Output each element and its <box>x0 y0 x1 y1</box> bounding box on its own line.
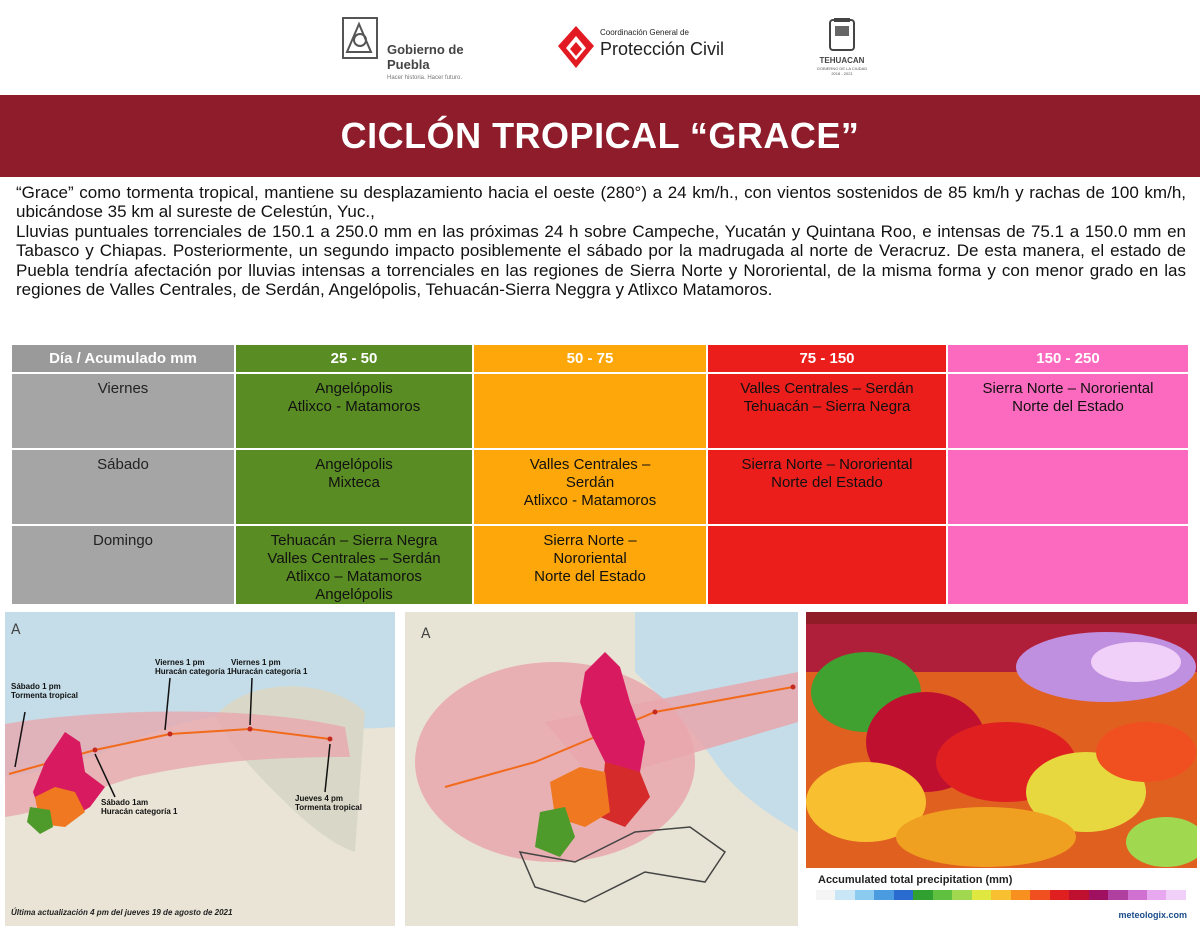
intro-paragraph-1: “Grace” como tormenta tropical, mantiene su desplazamiento hacia el oeste (280°) a 24 km/h., con vientos sostenidos de 85 km/h y rachas de 100 km/h, ubicándose 35 km al sureste de Celestún, Yuc., <box>16 183 1186 222</box>
tehuacan-subtitle: GOBIERNO DE LA CIUDAD 2018 - 2021 <box>816 66 868 76</box>
legend-swatch <box>835 890 854 900</box>
legend-swatch <box>1011 890 1030 900</box>
region-line: Valles Centrales – <box>529 456 651 473</box>
region-line: Norte del Estado <box>1012 398 1124 415</box>
intro-text <box>16 183 1186 299</box>
day-cell: Domingo <box>11 525 235 605</box>
header-150-250: 150 - 250 <box>947 344 1189 373</box>
puebla-emblem-icon <box>337 12 383 64</box>
table-header-row <box>11 344 1189 373</box>
region-line: Angelópolis <box>315 380 393 397</box>
legend-swatch <box>1089 890 1108 900</box>
region-cell <box>707 525 947 605</box>
pc-title: Protección Civil <box>600 39 725 59</box>
region-line: Serdán <box>565 474 615 491</box>
region-line: Atlixco - Matamoros <box>523 492 657 509</box>
region-cell <box>947 525 1189 605</box>
region-line: Norte del Estado <box>534 568 646 585</box>
label-jueves-4pm: Jueves 4 pm Tormenta tropical <box>295 794 362 812</box>
legend-swatch <box>874 890 893 900</box>
tehuacan-name: TEHUACAN <box>819 56 865 65</box>
intro-paragraph-2: Lluvias puntuales torrenciales de 150.1 a 250.0 mm en las próximas 24 h sobre Campeche, Yucatán y Quintana Roo, e intensas de 75.1 a 150.0 mm en Tabasco y Chiapas. Posteriormente, un segundo impacto posiblemente el sábado por la madrugada al norte de Veracruz. De esta manera, el estado de Puebla tendría afectación por lluvias intensas a torrenciales en las regiones de Sierra Norte y Nororiental, de la misma forma y con menor grado en las regiones de Valles Centrales, de Serdán, Angelópolis, Tehuacán-Sierra Neggra y Atlixco Matamoros. <box>16 221 1186 300</box>
header-25-50: 25 - 50 <box>235 344 473 373</box>
legend-swatch <box>913 890 932 900</box>
table-row <box>11 449 1189 525</box>
label-viernes-1pm-a: Viernes 1 pm Huracán categoría 1 <box>155 658 232 676</box>
region-line: Norte del Estado <box>771 474 883 491</box>
legend-swatch <box>952 890 971 900</box>
update-note: Última actualización 4 pm del jueves 19 de agosto de 2021 <box>11 908 233 917</box>
region-cell <box>235 449 473 525</box>
region-line: Nororiental <box>553 550 627 567</box>
legend-swatch <box>991 890 1010 900</box>
table-row <box>11 373 1189 449</box>
puebla-map-graphic <box>405 612 798 926</box>
puebla-name: Gobierno de Puebla <box>387 42 464 72</box>
region-cell <box>235 525 473 605</box>
precipitation-map-graphic <box>806 612 1197 868</box>
region-line: Sierra Norte – Nororiental <box>741 456 913 473</box>
precipitation-map <box>806 612 1197 926</box>
region-line: Sierra Norte – Nororiental <box>982 380 1154 397</box>
region-line: Angelópolis <box>315 586 393 603</box>
legend-swatch <box>894 890 913 900</box>
header-75-150: 75 - 150 <box>707 344 947 373</box>
legend-swatch <box>1050 890 1069 900</box>
rainfall-table <box>10 343 1190 606</box>
region-cell <box>707 373 947 449</box>
legend-color-bar <box>816 890 1186 900</box>
svg-text:A: A <box>421 626 431 642</box>
region-line: Mixteca <box>328 474 380 491</box>
puebla-map <box>405 612 798 926</box>
region-cell <box>473 525 707 605</box>
tehuacan-logo <box>812 16 872 86</box>
label-sabado-1am: Sábado 1am Huracán categoría 1 <box>101 798 178 816</box>
trajectory-map <box>5 612 395 926</box>
legend-title: Accumulated total precipitation (mm) <box>818 874 1013 886</box>
region-line: Valles Centrales – Serdán <box>267 550 441 567</box>
puebla-tagline: Hacer historia. Hacer futuro. <box>387 75 463 81</box>
region-line: Atlixco - Matamoros <box>287 398 421 415</box>
region-line: Tehuacán – Sierra Negra <box>743 398 911 415</box>
label-viernes-1pm-b: Viernes 1 pm Huracán categoría 1 <box>231 658 308 676</box>
page-title: CICLÓN TROPICAL “GRACE” <box>340 115 860 156</box>
title-banner <box>0 95 1200 177</box>
region-line: Angelópolis <box>315 456 393 473</box>
proteccion-civil-logo <box>556 24 756 74</box>
day-cell: Viernes <box>11 373 235 449</box>
legend-swatch <box>1128 890 1147 900</box>
legend-swatch <box>1069 890 1088 900</box>
region-cell <box>473 449 707 525</box>
region-cell <box>473 373 707 449</box>
table-row <box>11 525 1189 605</box>
legend-swatch <box>1147 890 1166 900</box>
svg-text:A: A <box>11 622 21 638</box>
region-line: Tehuacán – Sierra Negra <box>270 532 438 549</box>
label-sabado-1pm: Sábado 1 pm Tormenta tropical <box>11 682 78 700</box>
legend-swatch <box>1166 890 1185 900</box>
header-day: Día / Acumulado mm <box>11 344 235 373</box>
region-line: Sierra Norte – <box>543 532 637 549</box>
meteologix-brand: meteologix.com <box>1118 910 1187 920</box>
logo-bar <box>0 0 1200 95</box>
region-line: Valles Centrales – Serdán <box>740 380 914 397</box>
legend-swatch <box>1108 890 1127 900</box>
legend-swatch <box>816 890 835 900</box>
region-line: Atlixco – Matamoros <box>286 568 422 585</box>
day-cell: Sábado <box>11 449 235 525</box>
gobierno-puebla-logo <box>337 12 477 82</box>
legend-swatch <box>1030 890 1049 900</box>
legend-swatch <box>972 890 991 900</box>
region-cell <box>707 449 947 525</box>
legend-swatch <box>933 890 952 900</box>
proteccion-civil-emblem-icon <box>556 24 596 70</box>
region-cell <box>947 373 1189 449</box>
legend-swatch <box>855 890 874 900</box>
header-50-75: 50 - 75 <box>473 344 707 373</box>
region-cell <box>947 449 1189 525</box>
tehuacan-shield-icon <box>812 16 872 56</box>
region-cell <box>235 373 473 449</box>
pc-subtitle: Coordinación General de <box>600 28 689 37</box>
